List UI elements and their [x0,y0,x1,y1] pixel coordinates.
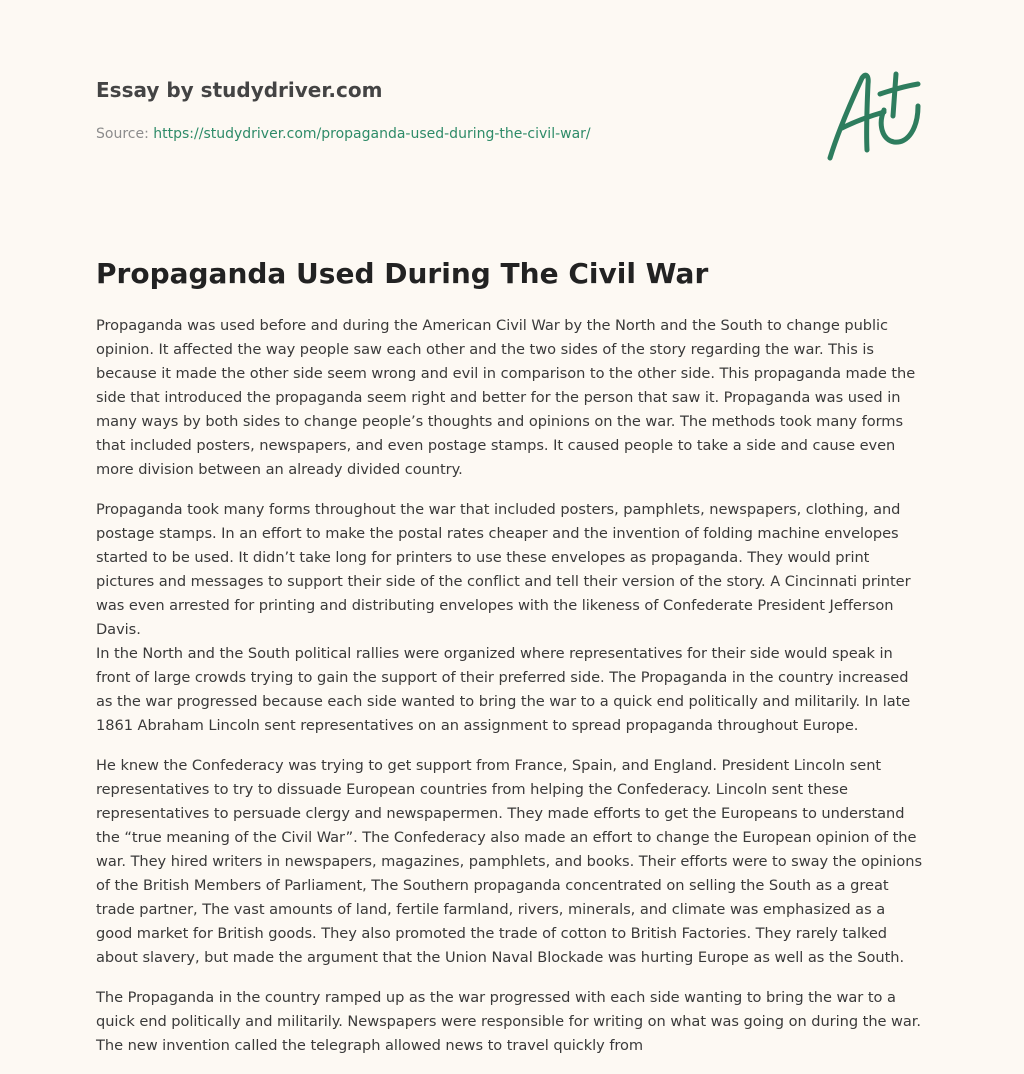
paragraph: Propaganda took many forms throughout the war that included posters, pamphlets, newspapers, clothing, and postage stamps. In an effort to make the postal rates cheaper and the invention of folding machine envelopes started to be used. It didn’t take long for printers to use these envelopes as propaganda. They would print pictures and messages to support their side of the conflict and tell their version of the story. A Cincinnati printer was even arrested for printing and distributing envelopes with the likeness of Confederate President Jefferson Davis. [96,501,911,638]
source-line [96,124,796,144]
paragraph: In the North and the South political rallies were organized where representatives for their side would speak in front of large crowds trying to gain the support of their preferred side. The Propaganda in the country increased as the war progressed because each side wanted to bring the war to a quick end politically and militarily. In late 1861 Abraham Lincoln sent representatives on an assignment to spread propaganda throughout Europe. [96,645,911,734]
source-link[interactable]: https://studydriver.com/propaganda-used-during-the-civil-war/ [153,126,591,142]
essay-header [96,76,796,144]
source-label: Source: [96,126,154,142]
paragraph: Propaganda was used before and during the American Civil War by the North and the South to change public opinion. It affected the way people saw each other and the two sides of the story regarding the war. This is because it made the other side seem wrong and evil in comparison to the other side. This propaganda made the side that introduced the propaganda seem right and better for the person that saw it. Propaganda was used in many ways by both sides to change people’s thoughts and opinions on the war. The methods took many forms that included posters, newspapers, and even postage stamps. It caused people to take a side and cause even more division between an already divided country. [96,317,916,478]
page-title: Propaganda Used During The Civil War [96,257,709,290]
a-plus-logo [822,66,928,166]
paragraph: He knew the Confederacy was trying to get support from France, Spain, and England. President Lincoln sent representatives to try to dissuade European countries from helping the Confederacy. Lincoln sent these representatives to persuade clergy and newspapermen. They made efforts to get the Europeans to understand the “true meaning of the Civil War”. The Confederacy also made an effort to change the European opinion of the war. They hired writers in newspapers, magazines, pamphlets, and books. Their efforts were to sway the opinions of the British Members of Parliament, The Southern propaganda concentrated on selling the South as a great trade partner, The vast amounts of land, fertile farmland, rivers, minerals, and climate was emphasized as a good market for British goods. They also promoted the trade of cotton to British Factories. They rarely talked about slavery, but made the argument that the Union Naval Blockade was hurting Europe as well as the South. [96,757,922,966]
essay-body [96,314,924,1074]
essay-by-label: Essay by studydriver.com [96,78,383,102]
paragraph: The Propaganda in the country ramped up as the war progressed with each side wanting to bring the war to a quick end politically and militarily. Newspapers were responsible for writing on what was going on during the war. The new invention called the telegraph allowed news to travel quickly from [96,989,922,1054]
